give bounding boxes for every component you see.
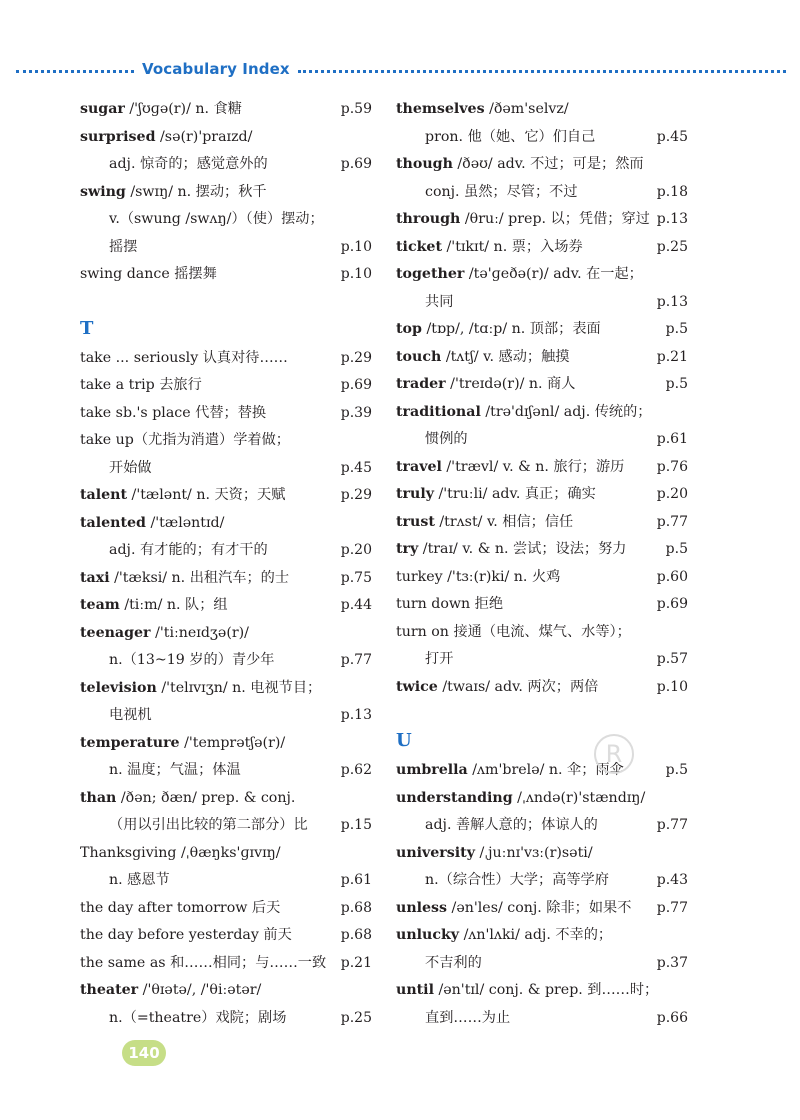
entry-text: take ... seriously 认真对待……	[80, 349, 288, 366]
entry-text: /'telɪvɪʒn/ n. 电视节目；	[161, 679, 322, 696]
entry-text: n. 感恩节	[109, 872, 170, 888]
index-entry	[80, 922, 372, 950]
page-ref: p.62	[340, 762, 372, 778]
entry-text: /tɒp/, /tɑːp/ n. 顶部；表面	[426, 321, 601, 337]
page-ref: p.20	[340, 542, 372, 558]
page-ref: p.37	[656, 954, 688, 971]
entry-text: Thanksgiving /ˌθæŋks'ɡɪvɪŋ/	[80, 844, 281, 861]
entry-text: /trʌst/ v. 相信；信任	[439, 513, 574, 530]
entry-text: /ən'tɪl/ conj. & prep. 到……时；	[438, 982, 659, 998]
page-ref: p.68	[340, 927, 372, 943]
page-ref: p.29	[340, 349, 372, 366]
page-ref: p.77	[656, 899, 688, 916]
entry-text: /ðən; ðæn/ prep. & conj.	[120, 789, 296, 806]
entry-text: turn on 接通（电流、煤气、水等）；	[396, 623, 631, 640]
right-column	[396, 96, 688, 1032]
entry-text: n.（13~19 岁的）青少年	[109, 652, 275, 668]
entry-text: /'tɪkɪt/ n. 票；入场券	[446, 238, 583, 255]
index-entry	[396, 619, 688, 647]
dotted-rule-left	[16, 70, 134, 73]
headword: though	[396, 156, 453, 172]
index-entry	[80, 565, 372, 593]
headword: taxi	[80, 569, 110, 586]
entry-continuation	[396, 426, 688, 454]
index-entry	[396, 316, 688, 344]
entry-continuation	[396, 289, 688, 317]
entry-text: adj. 善解人意的；体谅人的	[425, 817, 598, 833]
page-ref: p.10	[340, 266, 372, 282]
index-entry	[80, 730, 372, 758]
page-ref: p.15	[340, 817, 372, 833]
headword: university	[396, 844, 475, 861]
entry-text: /tə'ɡeðə(r)/ adv. 在一起；	[468, 266, 643, 282]
index-entry	[80, 785, 372, 813]
headword: talent	[80, 487, 128, 503]
headword: truly	[396, 486, 434, 502]
entry-text: n.（综合性）大学；高等学府	[425, 872, 609, 888]
entry-continuation	[80, 455, 372, 483]
entry-text: v.（swung /swʌŋ/）（使）摆动；	[109, 211, 324, 227]
entry-text: /sə(r)'praɪzd/	[160, 128, 253, 145]
dotted-rule-right	[298, 70, 786, 73]
index-entry	[396, 757, 688, 785]
entry-continuation	[80, 151, 372, 179]
page-ref: p.45	[656, 128, 688, 145]
entry-text: n. 温度；气温；体温	[109, 762, 241, 778]
page-ref: p.29	[340, 487, 372, 503]
entry-text: /'trævl/ v. & n. 旅行；游历	[446, 458, 625, 475]
index-entry	[80, 261, 372, 289]
headword: together	[396, 266, 465, 282]
headword: touch	[396, 348, 442, 365]
entry-text: 电视机	[109, 707, 152, 723]
headword: than	[80, 789, 117, 806]
headword: traditional	[396, 403, 481, 420]
entry-continuation	[80, 206, 372, 234]
headword: sugar	[80, 101, 125, 117]
entry-text: 摇摆	[109, 238, 138, 255]
index-entry	[396, 344, 688, 372]
index-entry	[396, 785, 688, 813]
entry-text: take up（尤指为消遣）学着做；	[80, 432, 290, 448]
page-ref: p.69	[656, 596, 688, 612]
index-entry	[80, 510, 372, 538]
headword: unless	[396, 899, 448, 916]
entry-text: /'truːli/ adv. 真正；确实	[438, 486, 596, 502]
index-entry	[396, 591, 688, 619]
entry-continuation	[80, 537, 372, 565]
index-entry	[396, 206, 688, 234]
index-entry	[396, 674, 688, 702]
entry-text: /'tæləntɪd/	[150, 514, 225, 531]
entry-text: /ən'les/ conj. 除非；如果不	[451, 899, 632, 916]
entry-text: turn down 拒绝	[396, 596, 504, 612]
page-header	[0, 58, 800, 84]
page-ref: p.75	[340, 569, 372, 586]
entry-text: /'tæksi/ n. 出租汽车；的士	[114, 569, 290, 586]
header-title: Vocabulary Index	[142, 60, 290, 78]
entry-continuation	[396, 950, 688, 978]
entry-text: /ˌjuːnɪ'vɜː(r)səti/	[479, 844, 593, 861]
index-entry	[396, 840, 688, 868]
page-ref: p.57	[656, 651, 688, 667]
index-entry	[396, 536, 688, 564]
page-ref: p.5	[665, 541, 688, 557]
entry-text: /swɪŋ/ n. 摆动；秋千	[130, 183, 267, 200]
index-entry	[80, 977, 372, 1005]
entry-continuation	[80, 867, 372, 895]
entry-text: /θruː/ prep. 以；凭借；穿过	[464, 211, 650, 227]
entry-continuation	[80, 757, 372, 785]
index-entry	[80, 345, 372, 373]
entry-text: 开始做	[109, 459, 152, 476]
page-ref: p.18	[656, 183, 688, 200]
index-entry	[396, 922, 688, 950]
entry-text: /'treɪdə(r)/ n. 商人	[450, 376, 576, 392]
entry-continuation	[396, 867, 688, 895]
headword: trust	[396, 513, 435, 530]
headword: until	[396, 982, 434, 998]
entry-text: adj. 惊奇的；感觉意外的	[109, 156, 268, 172]
entry-text: 直到……为止	[425, 1009, 511, 1026]
page-ref: p.20	[656, 486, 688, 502]
entry-text: turkey /'tɜː(r)ki/ n. 火鸡	[396, 568, 561, 585]
entry-text: /traɪ/ v. & n. 尝试；设法；努力	[422, 541, 627, 557]
index-entry	[396, 509, 688, 537]
entry-text: /'temprətʃə(r)/	[184, 734, 286, 751]
headword: surprised	[80, 128, 156, 145]
entry-text: conj. 虽然；尽管；不过	[425, 183, 578, 200]
entry-text: 共同	[425, 293, 454, 310]
entry-continuation	[80, 702, 372, 730]
entry-text: /tʌtʃ/ v. 感动；触摸	[445, 348, 570, 365]
index-entry	[80, 675, 372, 703]
entry-text: /'θɪətə/, /'θiːətər/	[142, 982, 262, 998]
section-letter: U	[396, 730, 412, 751]
entry-text: swing dance 摇摆舞	[80, 266, 217, 282]
page-ref: p.5	[665, 321, 688, 337]
entry-text: /ðəm'selvz/	[489, 101, 569, 117]
index-entry	[396, 977, 688, 1005]
headword: try	[396, 541, 419, 557]
entry-text: take sb.'s place 代替；替换	[80, 404, 267, 421]
index-entry	[80, 482, 372, 510]
page-ref: p.59	[340, 101, 372, 117]
entry-continuation	[80, 647, 372, 675]
index-entry	[396, 564, 688, 592]
page-ref: p.25	[340, 1009, 372, 1026]
entry-text: adj. 有才能的；有才干的	[109, 542, 268, 558]
section-letter: T	[80, 317, 94, 339]
page-ref: p.68	[340, 899, 372, 916]
headword: ticket	[396, 238, 442, 255]
page-ref: p.39	[340, 404, 372, 421]
headword: unlucky	[396, 927, 460, 943]
index-entry	[80, 950, 372, 978]
entry-text: n.（=theatre）戏院；剧场	[109, 1009, 287, 1026]
index-entry	[396, 399, 688, 427]
page-ref: p.13	[656, 211, 688, 227]
page-ref: p.66	[656, 1009, 688, 1026]
entry-continuation	[396, 124, 688, 152]
page-ref: p.76	[656, 458, 688, 475]
index-entry	[80, 895, 372, 923]
index-entry	[80, 840, 372, 868]
index-entry	[80, 372, 372, 400]
page-ref: p.69	[340, 377, 372, 393]
entry-text: /tiːm/ n. 队；组	[124, 597, 228, 613]
page-ref: p.21	[340, 954, 372, 971]
entry-continuation	[396, 179, 688, 207]
page-ref: p.10	[340, 238, 372, 255]
entry-continuation	[80, 234, 372, 262]
entry-continuation	[80, 1005, 372, 1033]
headword: teenager	[80, 624, 151, 641]
headword: swing	[80, 183, 126, 200]
page-ref: p.21	[656, 348, 688, 365]
entry-text: /twaɪs/ adv. 两次；两倍	[442, 678, 599, 695]
entry-continuation	[80, 812, 372, 840]
index-entry	[396, 454, 688, 482]
entry-text: the day after tomorrow 后天	[80, 899, 281, 916]
page-ref: p.43	[656, 872, 688, 888]
entry-text: /'tiːneɪdʒə(r)/	[155, 624, 249, 641]
page-ref: p.13	[340, 707, 372, 723]
headword: themselves	[396, 101, 485, 117]
page-ref: p.61	[340, 872, 372, 888]
entry-text: the same as 和……相同；与……一致	[80, 954, 327, 971]
index-entry	[396, 481, 688, 509]
entry-text: the day before yesterday 前天	[80, 927, 292, 943]
headword: understanding	[396, 789, 513, 806]
page-ref: p.44	[340, 597, 372, 613]
page-ref: p.45	[340, 459, 372, 476]
entry-text: /'ʃʊɡə(r)/ n. 食糖	[129, 101, 242, 117]
entry-text: take a trip 去旅行	[80, 377, 202, 393]
index-entry	[80, 427, 372, 455]
index-entry	[396, 151, 688, 179]
headword: team	[80, 597, 120, 613]
entry-text: （用以引出比较的第二部分）比	[109, 817, 308, 833]
entry-text: /ðəʊ/ adv. 不过；可是；然而	[457, 156, 644, 172]
headword: umbrella	[396, 762, 468, 778]
headword: top	[396, 321, 422, 337]
index-entry	[396, 96, 688, 124]
index-entry	[80, 400, 372, 428]
index-entry	[396, 895, 688, 923]
entry-text: pron. 他（她、它）们自己	[425, 128, 596, 145]
entry-text: /ʌn'lʌki/ adj. 不幸的；	[463, 927, 613, 943]
page-ref: p.5	[665, 762, 688, 778]
left-column	[80, 96, 372, 1032]
page-number-badge: 140	[122, 1040, 166, 1066]
index-entry	[396, 371, 688, 399]
page-ref: p.61	[656, 431, 688, 447]
index-entry	[80, 96, 372, 124]
entry-continuation	[396, 812, 688, 840]
index-entry	[80, 179, 372, 207]
headword: theater	[80, 982, 139, 998]
headword: travel	[396, 458, 442, 475]
page-ref: p.25	[656, 238, 688, 255]
headword: twice	[396, 678, 438, 695]
page-ref: p.77	[340, 652, 372, 668]
headword: talented	[80, 514, 146, 531]
entry-text: 惯例的	[425, 431, 468, 447]
page-ref: p.60	[656, 568, 688, 585]
entry-text: /ˌʌndə(r)'stændɪŋ/	[517, 789, 646, 806]
entry-text: /'tælənt/ n. 天资；天赋	[131, 487, 286, 503]
index-entry	[80, 620, 372, 648]
headword: trader	[396, 376, 446, 392]
page-ref: p.5	[665, 376, 688, 392]
entry-text: /trə'dɪʃənl/ adj. 传统的；	[485, 403, 652, 420]
page-ref: p.69	[340, 156, 372, 172]
index-entry	[80, 124, 372, 152]
headword: temperature	[80, 734, 180, 751]
page-ref: p.13	[656, 293, 688, 310]
entry-text: /ʌm'brelə/ n. 伞；雨伞	[472, 762, 624, 778]
page-ref: p.10	[656, 678, 688, 695]
entry-continuation	[396, 1005, 688, 1033]
index-entry	[396, 261, 688, 289]
spacer	[80, 289, 372, 309]
headword: through	[396, 211, 461, 227]
index-entry	[80, 592, 372, 620]
entry-text: 不吉利的	[425, 954, 482, 971]
page-ref: p.77	[656, 513, 688, 530]
spacer	[396, 701, 688, 721]
index-entry	[396, 234, 688, 262]
registered-watermark-icon: R	[594, 734, 634, 774]
headword: television	[80, 679, 157, 696]
page-ref: p.77	[656, 817, 688, 833]
entry-text: 打开	[425, 651, 454, 667]
entry-continuation	[396, 646, 688, 674]
